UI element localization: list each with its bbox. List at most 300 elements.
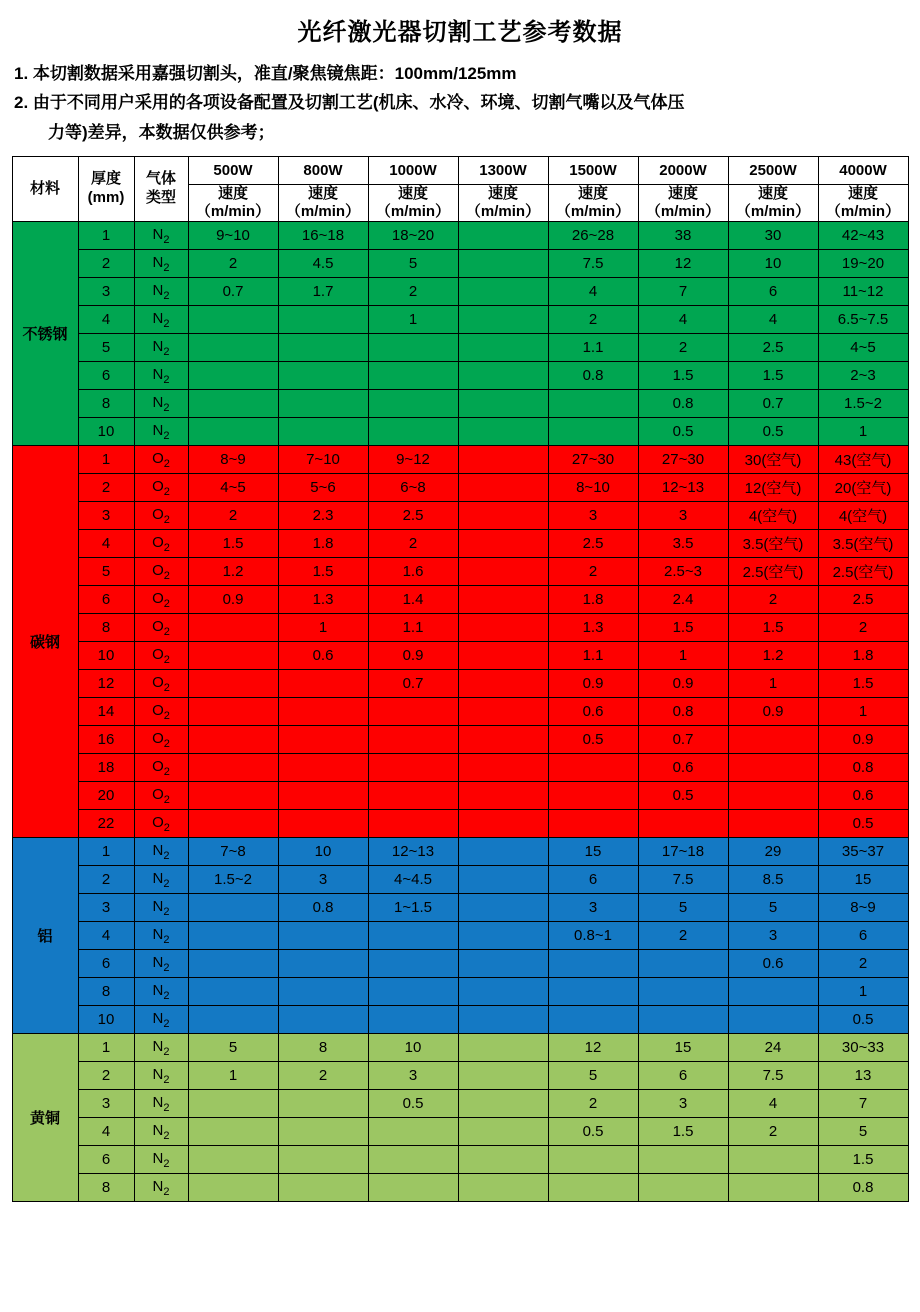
speed-cell-1300w <box>458 670 548 698</box>
speed-cell-1500w: 8~10 <box>548 474 638 502</box>
speed-cell-2500w: 2 <box>728 586 818 614</box>
speed-cell-2000w: 7 <box>638 278 728 306</box>
gas-cell: $O_2$ <box>134 474 188 502</box>
speed-cell-500w <box>188 1146 278 1174</box>
speed-cell-1300w <box>458 222 548 250</box>
header-gas-line2: 类型 <box>145 189 176 207</box>
table-row <box>12 530 908 558</box>
speed-cell-500w: 7~8 <box>188 838 278 866</box>
speed-cell-1300w <box>458 698 548 726</box>
speed-cell-1000w: 9~12 <box>368 446 458 474</box>
speed-cell-2500w: 12(空气) <box>728 474 818 502</box>
table-header <box>12 157 908 222</box>
speed-cell-500w <box>188 726 278 754</box>
header-speed-label: 速度 <box>757 185 788 203</box>
speed-cell-2000w: 27~30 <box>638 446 728 474</box>
header-thickness-line2: (mm) <box>87 189 125 207</box>
speed-cell-2000w: 1.5 <box>638 362 728 390</box>
speed-cell-1300w <box>458 978 548 1006</box>
table-row <box>12 978 908 1006</box>
speed-cell-500w <box>188 698 278 726</box>
speed-cell-4000w: 7 <box>818 1090 908 1118</box>
header-speed-label: 速度 <box>667 185 698 203</box>
speed-cell-1500w: 3 <box>548 502 638 530</box>
speed-cell-800w <box>278 1118 368 1146</box>
table-row <box>12 1062 908 1090</box>
speed-cell-500w <box>188 782 278 810</box>
speed-cell-1000w: 1~1.5 <box>368 894 458 922</box>
gas-cell: $O_2$ <box>134 502 188 530</box>
material-cell-stainless: 不锈钢 <box>12 222 78 446</box>
speed-cell-2000w: 7.5 <box>638 866 728 894</box>
speed-cell-4000w: 2 <box>818 614 908 642</box>
speed-cell-4000w: 11~12 <box>818 278 908 306</box>
material-cell-carbon: 碳钢 <box>12 446 78 838</box>
header-power-1300w: 1300W <box>458 157 548 185</box>
speed-cell-500w: 4~5 <box>188 474 278 502</box>
thickness-cell: 1 <box>78 1034 134 1062</box>
speed-cell-2000w: 2 <box>638 334 728 362</box>
gas-cell: $N_2$ <box>134 922 188 950</box>
header-power-500w: 500W <box>188 157 278 185</box>
speed-cell-1000w <box>368 334 458 362</box>
table-row <box>12 922 908 950</box>
speed-cell-2500w: 24 <box>728 1034 818 1062</box>
header-power-2000w: 2000W <box>638 157 728 185</box>
speed-cell-1000w <box>368 390 458 418</box>
speed-cell-1500w: 1.1 <box>548 334 638 362</box>
speed-cell-2000w <box>638 1146 728 1174</box>
speed-cell-1500w: 27~30 <box>548 446 638 474</box>
speed-cell-4000w: 5 <box>818 1118 908 1146</box>
speed-cell-800w <box>278 978 368 1006</box>
speed-cell-2000w: 38 <box>638 222 728 250</box>
speed-cell-500w <box>188 1118 278 1146</box>
thickness-cell: 14 <box>78 698 134 726</box>
gas-cell: $O_2$ <box>134 558 188 586</box>
speed-cell-2500w <box>728 810 818 838</box>
speed-cell-1300w <box>458 838 548 866</box>
speed-cell-1000w: 1.4 <box>368 586 458 614</box>
table-row <box>12 502 908 530</box>
speed-cell-1300w <box>458 446 548 474</box>
speed-cell-1000w <box>368 754 458 782</box>
gas-cell: $N_2$ <box>134 950 188 978</box>
table-row <box>12 586 908 614</box>
speed-cell-1500w: 15 <box>548 838 638 866</box>
speed-cell-500w <box>188 306 278 334</box>
speed-cell-1500w <box>548 754 638 782</box>
speed-cell-4000w: 6.5~7.5 <box>818 306 908 334</box>
speed-cell-2500w: 7.5 <box>728 1062 818 1090</box>
speed-cell-500w <box>188 670 278 698</box>
speed-cell-1500w: 2 <box>548 558 638 586</box>
speed-cell-4000w: 2~3 <box>818 362 908 390</box>
thickness-cell: 8 <box>78 1174 134 1202</box>
speed-cell-500w: 2 <box>188 502 278 530</box>
speed-cell-800w: 8 <box>278 1034 368 1062</box>
speed-cell-2500w <box>728 782 818 810</box>
speed-cell-500w <box>188 390 278 418</box>
speed-cell-2000w: 12 <box>638 250 728 278</box>
speed-cell-2500w: 1.2 <box>728 642 818 670</box>
speed-cell-500w: 1.2 <box>188 558 278 586</box>
speed-cell-1500w <box>548 810 638 838</box>
speed-cell-4000w: 19~20 <box>818 250 908 278</box>
speed-cell-1300w <box>458 306 548 334</box>
cutting-parameters-table <box>12 156 909 1202</box>
thickness-cell: 6 <box>78 586 134 614</box>
header-speed-unit: （m/min） <box>735 203 811 221</box>
speed-cell-2000w: 0.7 <box>638 726 728 754</box>
speed-cell-2000w: 15 <box>638 1034 728 1062</box>
speed-cell-2000w: 2.4 <box>638 586 728 614</box>
thickness-cell: 4 <box>78 1118 134 1146</box>
header-material: 材料 <box>12 157 78 222</box>
speed-cell-500w: 5 <box>188 1034 278 1062</box>
speed-cell-1000w: 2 <box>368 530 458 558</box>
gas-cell: $N_2$ <box>134 278 188 306</box>
speed-cell-800w <box>278 362 368 390</box>
speed-cell-4000w: 1 <box>818 418 908 446</box>
table-row <box>12 334 908 362</box>
speed-cell-1300w <box>458 1034 548 1062</box>
speed-cell-4000w: 13 <box>818 1062 908 1090</box>
speed-cell-1000w <box>368 782 458 810</box>
thickness-cell: 8 <box>78 978 134 1006</box>
speed-cell-4000w: 30~33 <box>818 1034 908 1062</box>
header-gas <box>134 157 188 222</box>
speed-cell-800w: 5~6 <box>278 474 368 502</box>
speed-cell-500w <box>188 642 278 670</box>
speed-cell-800w <box>278 670 368 698</box>
table-row <box>12 866 908 894</box>
speed-cell-1500w: 6 <box>548 866 638 894</box>
table-row <box>12 1118 908 1146</box>
speed-cell-2500w: 4 <box>728 306 818 334</box>
speed-cell-2000w: 0.9 <box>638 670 728 698</box>
speed-cell-1500w: 26~28 <box>548 222 638 250</box>
speed-cell-1000w <box>368 726 458 754</box>
table-row <box>12 670 908 698</box>
table-row <box>12 362 908 390</box>
speed-cell-1500w: 0.8 <box>548 362 638 390</box>
speed-cell-1300w <box>458 278 548 306</box>
gas-cell: $O_2$ <box>134 810 188 838</box>
speed-cell-2000w: 0.6 <box>638 754 728 782</box>
header-speed-label: 速度 <box>217 185 248 203</box>
speed-cell-2000w: 2 <box>638 922 728 950</box>
thickness-cell: 2 <box>78 474 134 502</box>
speed-cell-1500w: 7.5 <box>548 250 638 278</box>
speed-cell-2500w: 3.5(空气) <box>728 530 818 558</box>
thickness-cell: 10 <box>78 1006 134 1034</box>
speed-cell-4000w: 1 <box>818 698 908 726</box>
speed-cell-800w: 7~10 <box>278 446 368 474</box>
speed-cell-800w: 10 <box>278 838 368 866</box>
speed-cell-2500w: 2.5 <box>728 334 818 362</box>
header-speed-label: 速度 <box>577 185 608 203</box>
thickness-cell: 1 <box>78 446 134 474</box>
speed-cell-2500w: 0.5 <box>728 418 818 446</box>
note-line-1: 1. 本切割数据采用嘉强切割头，准直/聚焦镜焦距：100mm/125mm <box>14 64 517 83</box>
table-row <box>12 278 908 306</box>
gas-cell: $N_2$ <box>134 1006 188 1034</box>
speed-cell-500w: 2 <box>188 250 278 278</box>
speed-cell-500w <box>188 1006 278 1034</box>
speed-cell-800w <box>278 1174 368 1202</box>
gas-cell: $N_2$ <box>134 334 188 362</box>
speed-cell-4000w: 42~43 <box>818 222 908 250</box>
table-row <box>12 1174 908 1202</box>
speed-cell-2000w: 6 <box>638 1062 728 1090</box>
speed-cell-1000w: 0.9 <box>368 642 458 670</box>
gas-cell: $O_2$ <box>134 586 188 614</box>
thickness-cell: 16 <box>78 726 134 754</box>
header-speed-2000w <box>638 185 728 222</box>
speed-cell-1500w: 0.5 <box>548 726 638 754</box>
thickness-cell: 10 <box>78 642 134 670</box>
speed-cell-1000w: 6~8 <box>368 474 458 502</box>
speed-cell-2500w <box>728 978 818 1006</box>
table-row <box>12 726 908 754</box>
speed-cell-2000w: 0.8 <box>638 698 728 726</box>
table-row <box>12 642 908 670</box>
header-speed-unit: （m/min） <box>645 203 721 221</box>
speed-cell-800w: 3 <box>278 866 368 894</box>
speed-cell-1300w <box>458 362 548 390</box>
speed-cell-2000w: 2.5~3 <box>638 558 728 586</box>
speed-cell-1300w <box>458 894 548 922</box>
gas-cell: $O_2$ <box>134 670 188 698</box>
speed-cell-4000w: 4(空气) <box>818 502 908 530</box>
speed-cell-4000w: 1.5 <box>818 670 908 698</box>
speed-cell-2500w: 30(空气) <box>728 446 818 474</box>
speed-cell-2500w <box>728 1006 818 1034</box>
table-row <box>12 614 908 642</box>
table-row <box>12 894 908 922</box>
gas-cell: $N_2$ <box>134 838 188 866</box>
speed-cell-1500w: 4 <box>548 278 638 306</box>
speed-cell-2000w: 0.5 <box>638 418 728 446</box>
speed-cell-4000w: 0.8 <box>818 754 908 782</box>
speed-cell-2500w: 2 <box>728 1118 818 1146</box>
table-row <box>12 754 908 782</box>
speed-cell-4000w: 0.5 <box>818 810 908 838</box>
speed-cell-2000w <box>638 978 728 1006</box>
speed-cell-1000w: 18~20 <box>368 222 458 250</box>
speed-cell-2000w: 12~13 <box>638 474 728 502</box>
speed-cell-2500w: 4(空气) <box>728 502 818 530</box>
speed-cell-800w: 16~18 <box>278 222 368 250</box>
speed-cell-1500w: 0.5 <box>548 1118 638 1146</box>
speed-cell-4000w: 4~5 <box>818 334 908 362</box>
thickness-cell: 8 <box>78 614 134 642</box>
header-speed-unit: （m/min） <box>825 203 901 221</box>
document-page <box>0 12 920 1312</box>
speed-cell-1500w <box>548 1146 638 1174</box>
speed-cell-800w <box>278 922 368 950</box>
table-row <box>12 446 908 474</box>
speed-cell-1000w <box>368 810 458 838</box>
speed-cell-800w <box>278 1146 368 1174</box>
header-speed-2500w <box>728 185 818 222</box>
header-power-800w: 800W <box>278 157 368 185</box>
thickness-cell: 4 <box>78 922 134 950</box>
speed-cell-800w: 1.7 <box>278 278 368 306</box>
thickness-cell: 18 <box>78 754 134 782</box>
speed-cell-2500w: 29 <box>728 838 818 866</box>
speed-cell-500w <box>188 978 278 1006</box>
speed-cell-800w: 2 <box>278 1062 368 1090</box>
speed-cell-1500w <box>548 782 638 810</box>
speed-cell-1000w <box>368 1174 458 1202</box>
speed-cell-1000w: 1.6 <box>368 558 458 586</box>
speed-cell-1300w <box>458 1006 548 1034</box>
speed-cell-2500w: 1 <box>728 670 818 698</box>
thickness-cell: 3 <box>78 502 134 530</box>
table-row <box>12 698 908 726</box>
speed-cell-1500w: 2 <box>548 306 638 334</box>
table-body <box>12 222 908 1202</box>
speed-cell-1000w: 12~13 <box>368 838 458 866</box>
speed-cell-800w: 1.5 <box>278 558 368 586</box>
speed-cell-2000w: 3 <box>638 1090 728 1118</box>
speed-cell-2500w: 10 <box>728 250 818 278</box>
speed-cell-1300w <box>458 1062 548 1090</box>
speed-cell-4000w: 1 <box>818 978 908 1006</box>
speed-cell-2500w <box>728 754 818 782</box>
speed-cell-1500w: 1.8 <box>548 586 638 614</box>
table-row <box>12 950 908 978</box>
thickness-cell: 8 <box>78 390 134 418</box>
gas-cell: $N_2$ <box>134 1090 188 1118</box>
speed-cell-800w <box>278 1006 368 1034</box>
speed-cell-4000w: 2.5 <box>818 586 908 614</box>
notes-block <box>0 61 920 146</box>
header-speed-label: 速度 <box>487 185 518 203</box>
speed-cell-4000w: 20(空气) <box>818 474 908 502</box>
speed-cell-1000w <box>368 418 458 446</box>
speed-cell-500w: 1.5~2 <box>188 866 278 894</box>
gas-cell: $N_2$ <box>134 390 188 418</box>
speed-cell-4000w: 0.5 <box>818 1006 908 1034</box>
thickness-cell: 2 <box>78 866 134 894</box>
speed-cell-4000w: 3.5(空气) <box>818 530 908 558</box>
speed-cell-2000w: 5 <box>638 894 728 922</box>
speed-cell-500w: 9~10 <box>188 222 278 250</box>
speed-cell-800w <box>278 390 368 418</box>
note-line-3: 力等)差异，本数据仅供参考； <box>48 122 275 142</box>
speed-cell-1000w: 2.5 <box>368 502 458 530</box>
table-row <box>12 810 908 838</box>
table-row <box>12 390 908 418</box>
speed-cell-2000w <box>638 810 728 838</box>
gas-cell: $N_2$ <box>134 1174 188 1202</box>
speed-cell-1000w: 5 <box>368 250 458 278</box>
speed-cell-800w: 2.3 <box>278 502 368 530</box>
speed-cell-4000w: 6 <box>818 922 908 950</box>
header-speed-unit: （m/min） <box>375 203 451 221</box>
speed-cell-1300w <box>458 810 548 838</box>
table-row <box>12 558 908 586</box>
speed-cell-1300w <box>458 586 548 614</box>
speed-cell-2500w: 0.6 <box>728 950 818 978</box>
speed-cell-1300w <box>458 614 548 642</box>
speed-cell-800w <box>278 726 368 754</box>
speed-cell-1000w <box>368 922 458 950</box>
speed-cell-500w <box>188 894 278 922</box>
table-row <box>12 250 908 278</box>
speed-cell-1500w: 1.1 <box>548 642 638 670</box>
speed-cell-1300w <box>458 502 548 530</box>
gas-cell: $N_2$ <box>134 418 188 446</box>
speed-cell-1000w: 4~4.5 <box>368 866 458 894</box>
gas-cell: $O_2$ <box>134 446 188 474</box>
header-speed-1000w <box>368 185 458 222</box>
gas-cell: $N_2$ <box>134 1146 188 1174</box>
table-row <box>12 1034 908 1062</box>
speed-cell-500w <box>188 1090 278 1118</box>
table-row <box>12 418 908 446</box>
speed-cell-1500w <box>548 1174 638 1202</box>
header-speed-unit: （m/min） <box>195 203 271 221</box>
speed-cell-2000w <box>638 1006 728 1034</box>
gas-cell: $O_2$ <box>134 614 188 642</box>
speed-cell-500w <box>188 754 278 782</box>
thickness-cell: 4 <box>78 306 134 334</box>
speed-cell-2000w: 1.5 <box>638 1118 728 1146</box>
speed-cell-2000w: 3 <box>638 502 728 530</box>
speed-cell-1000w: 0.7 <box>368 670 458 698</box>
speed-cell-1500w: 0.8~1 <box>548 922 638 950</box>
gas-cell: $N_2$ <box>134 894 188 922</box>
speed-cell-2500w: 2.5(空气) <box>728 558 818 586</box>
header-speed-unit: （m/min） <box>555 203 631 221</box>
speed-cell-1000w: 10 <box>368 1034 458 1062</box>
speed-cell-2500w: 4 <box>728 1090 818 1118</box>
speed-cell-1500w: 0.6 <box>548 698 638 726</box>
header-speed-unit: （m/min） <box>285 203 361 221</box>
speed-cell-800w: 4.5 <box>278 250 368 278</box>
header-thickness <box>78 157 134 222</box>
header-speed-label: 速度 <box>307 185 338 203</box>
speed-cell-500w <box>188 1174 278 1202</box>
speed-cell-1500w: 2.5 <box>548 530 638 558</box>
table-row <box>12 222 908 250</box>
speed-cell-2500w: 5 <box>728 894 818 922</box>
speed-cell-500w <box>188 334 278 362</box>
header-speed-800w <box>278 185 368 222</box>
speed-cell-2500w: 0.9 <box>728 698 818 726</box>
speed-cell-4000w: 8~9 <box>818 894 908 922</box>
header-speed-label: 速度 <box>847 185 878 203</box>
table-row <box>12 1006 908 1034</box>
gas-cell: $N_2$ <box>134 362 188 390</box>
speed-cell-800w: 0.6 <box>278 642 368 670</box>
speed-cell-4000w: 35~37 <box>818 838 908 866</box>
speed-cell-1300w <box>458 922 548 950</box>
speed-cell-4000w: 0.8 <box>818 1174 908 1202</box>
table-row <box>12 1146 908 1174</box>
speed-cell-2500w: 0.7 <box>728 390 818 418</box>
header-power-4000w: 4000W <box>818 157 908 185</box>
speed-cell-800w <box>278 810 368 838</box>
speed-cell-1000w <box>368 1146 458 1174</box>
speed-cell-1500w: 3 <box>548 894 638 922</box>
gas-cell: $N_2$ <box>134 1034 188 1062</box>
thickness-cell: 1 <box>78 838 134 866</box>
